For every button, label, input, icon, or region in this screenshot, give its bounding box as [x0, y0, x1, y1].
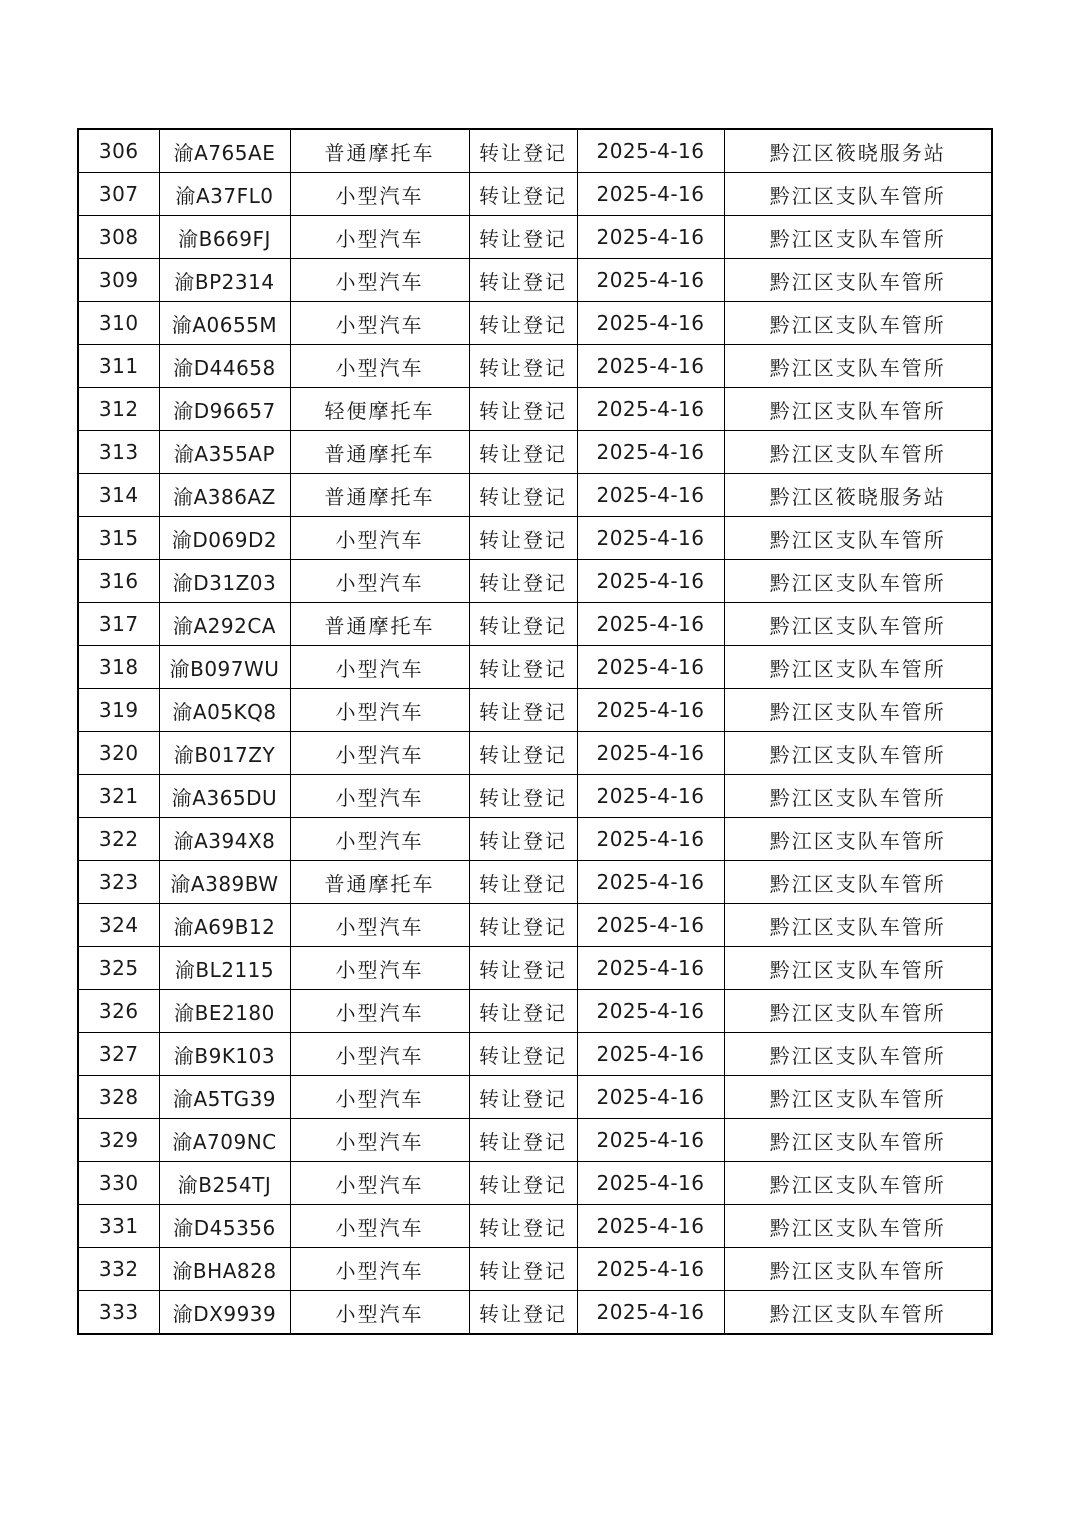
- plate-number-cell: 渝A365DU: [159, 775, 290, 818]
- plate-number-cell: 渝B097WU: [159, 646, 290, 689]
- row-number-cell: 307: [78, 173, 159, 216]
- date-cell: 2025-4-16: [577, 1162, 724, 1205]
- business-type-cell: 转让登记: [469, 345, 577, 388]
- office-cell: 黔江区支队车管所: [724, 302, 992, 345]
- business-type-cell: 转让登记: [469, 302, 577, 345]
- table-row: [78, 1076, 992, 1119]
- table-row: [78, 775, 992, 818]
- vehicle-type-cell: 小型汽车: [290, 689, 469, 732]
- office-cell: 黔江区支队车管所: [724, 1291, 992, 1335]
- office-cell: 黔江区支队车管所: [724, 947, 992, 990]
- row-number-cell: 327: [78, 1033, 159, 1076]
- plate-number-cell: 渝D96657: [159, 388, 290, 431]
- table-row: [78, 1291, 992, 1335]
- date-cell: 2025-4-16: [577, 1076, 724, 1119]
- table-row: [78, 1033, 992, 1076]
- plate-number-cell: 渝DX9939: [159, 1291, 290, 1335]
- office-cell: 黔江区支队车管所: [724, 732, 992, 775]
- plate-number-cell: 渝D44658: [159, 345, 290, 388]
- row-number-cell: 328: [78, 1076, 159, 1119]
- row-number-cell: 329: [78, 1119, 159, 1162]
- plate-number-cell: 渝A0655M: [159, 302, 290, 345]
- plate-number-cell: 渝A765AE: [159, 129, 290, 173]
- office-cell: 黔江区支队车管所: [724, 1205, 992, 1248]
- business-type-cell: 转让登记: [469, 388, 577, 431]
- business-type-cell: 转让登记: [469, 474, 577, 517]
- plate-number-cell: 渝A389BW: [159, 861, 290, 904]
- plate-number-cell: 渝B669FJ: [159, 216, 290, 259]
- vehicle-type-cell: 小型汽车: [290, 1291, 469, 1335]
- table-row: [78, 1205, 992, 1248]
- table-row: [78, 646, 992, 689]
- vehicle-type-cell: 小型汽车: [290, 1248, 469, 1291]
- registration-table: [77, 128, 993, 1335]
- business-type-cell: 转让登记: [469, 947, 577, 990]
- business-type-cell: 转让登记: [469, 646, 577, 689]
- row-number-cell: 316: [78, 560, 159, 603]
- office-cell: 黔江区支队车管所: [724, 990, 992, 1033]
- row-number-cell: 333: [78, 1291, 159, 1335]
- vehicle-type-cell: 普通摩托车: [290, 474, 469, 517]
- business-type-cell: 转让登记: [469, 818, 577, 861]
- table-row: [78, 173, 992, 216]
- business-type-cell: 转让登记: [469, 1076, 577, 1119]
- date-cell: 2025-4-16: [577, 732, 724, 775]
- date-cell: 2025-4-16: [577, 861, 724, 904]
- plate-number-cell: 渝BE2180: [159, 990, 290, 1033]
- office-cell: 黔江区筱晓服务站: [724, 129, 992, 173]
- office-cell: 黔江区支队车管所: [724, 517, 992, 560]
- vehicle-type-cell: 小型汽车: [290, 302, 469, 345]
- date-cell: 2025-4-16: [577, 947, 724, 990]
- table-body: [78, 129, 992, 1334]
- business-type-cell: 转让登记: [469, 1162, 577, 1205]
- table-row: [78, 259, 992, 302]
- date-cell: 2025-4-16: [577, 904, 724, 947]
- business-type-cell: 转让登记: [469, 129, 577, 173]
- office-cell: 黔江区支队车管所: [724, 689, 992, 732]
- business-type-cell: 转让登记: [469, 431, 577, 474]
- vehicle-type-cell: 小型汽车: [290, 775, 469, 818]
- date-cell: 2025-4-16: [577, 775, 724, 818]
- table-row: [78, 1119, 992, 1162]
- row-number-cell: 322: [78, 818, 159, 861]
- row-number-cell: 317: [78, 603, 159, 646]
- vehicle-type-cell: 小型汽车: [290, 1119, 469, 1162]
- office-cell: 黔江区支队车管所: [724, 560, 992, 603]
- vehicle-type-cell: 小型汽车: [290, 904, 469, 947]
- row-number-cell: 309: [78, 259, 159, 302]
- row-number-cell: 320: [78, 732, 159, 775]
- plate-number-cell: 渝A394X8: [159, 818, 290, 861]
- business-type-cell: 转让登记: [469, 775, 577, 818]
- date-cell: 2025-4-16: [577, 818, 724, 861]
- row-number-cell: 325: [78, 947, 159, 990]
- office-cell: 黔江区支队车管所: [724, 775, 992, 818]
- business-type-cell: 转让登记: [469, 689, 577, 732]
- date-cell: 2025-4-16: [577, 1119, 724, 1162]
- row-number-cell: 323: [78, 861, 159, 904]
- business-type-cell: 转让登记: [469, 1248, 577, 1291]
- date-cell: 2025-4-16: [577, 216, 724, 259]
- business-type-cell: 转让登记: [469, 173, 577, 216]
- plate-number-cell: 渝BP2314: [159, 259, 290, 302]
- business-type-cell: 转让登记: [469, 732, 577, 775]
- office-cell: 黔江区支队车管所: [724, 216, 992, 259]
- date-cell: 2025-4-16: [577, 173, 724, 216]
- office-cell: 黔江区支队车管所: [724, 1162, 992, 1205]
- vehicle-type-cell: 小型汽车: [290, 947, 469, 990]
- date-cell: 2025-4-16: [577, 259, 724, 302]
- date-cell: 2025-4-16: [577, 1205, 724, 1248]
- vehicle-type-cell: 小型汽车: [290, 1033, 469, 1076]
- row-number-cell: 332: [78, 1248, 159, 1291]
- plate-number-cell: 渝A386AZ: [159, 474, 290, 517]
- plate-number-cell: 渝A05KQ8: [159, 689, 290, 732]
- business-type-cell: 转让登记: [469, 861, 577, 904]
- vehicle-type-cell: 小型汽车: [290, 1205, 469, 1248]
- date-cell: 2025-4-16: [577, 345, 724, 388]
- vehicle-type-cell: 普通摩托车: [290, 431, 469, 474]
- plate-number-cell: 渝A37FL0: [159, 173, 290, 216]
- vehicle-type-cell: 普通摩托车: [290, 861, 469, 904]
- plate-number-cell: 渝BHA828: [159, 1248, 290, 1291]
- vehicle-type-cell: 小型汽车: [290, 345, 469, 388]
- office-cell: 黔江区支队车管所: [724, 603, 992, 646]
- date-cell: 2025-4-16: [577, 689, 724, 732]
- table-row: [78, 990, 992, 1033]
- vehicle-type-cell: 小型汽车: [290, 1162, 469, 1205]
- vehicle-type-cell: 小型汽车: [290, 1076, 469, 1119]
- vehicle-type-cell: 普通摩托车: [290, 129, 469, 173]
- office-cell: 黔江区支队车管所: [724, 431, 992, 474]
- vehicle-type-cell: 小型汽车: [290, 259, 469, 302]
- office-cell: 黔江区支队车管所: [724, 259, 992, 302]
- date-cell: 2025-4-16: [577, 1291, 724, 1335]
- vehicle-type-cell: 小型汽车: [290, 646, 469, 689]
- office-cell: 黔江区支队车管所: [724, 1076, 992, 1119]
- row-number-cell: 321: [78, 775, 159, 818]
- business-type-cell: 转让登记: [469, 259, 577, 302]
- row-number-cell: 330: [78, 1162, 159, 1205]
- office-cell: 黔江区支队车管所: [724, 861, 992, 904]
- table-row: [78, 947, 992, 990]
- table-row: [78, 732, 992, 775]
- date-cell: 2025-4-16: [577, 431, 724, 474]
- plate-number-cell: 渝A709NC: [159, 1119, 290, 1162]
- vehicle-type-cell: 小型汽车: [290, 990, 469, 1033]
- office-cell: 黔江区支队车管所: [724, 345, 992, 388]
- row-number-cell: 310: [78, 302, 159, 345]
- row-number-cell: 312: [78, 388, 159, 431]
- business-type-cell: 转让登记: [469, 1291, 577, 1335]
- plate-number-cell: 渝D069D2: [159, 517, 290, 560]
- vehicle-type-cell: 小型汽车: [290, 818, 469, 861]
- table-row: [78, 818, 992, 861]
- date-cell: 2025-4-16: [577, 603, 724, 646]
- table-row: [78, 474, 992, 517]
- date-cell: 2025-4-16: [577, 1033, 724, 1076]
- row-number-cell: 326: [78, 990, 159, 1033]
- office-cell: 黔江区支队车管所: [724, 904, 992, 947]
- business-type-cell: 转让登记: [469, 216, 577, 259]
- office-cell: 黔江区筱晓服务站: [724, 474, 992, 517]
- plate-number-cell: 渝A292CA: [159, 603, 290, 646]
- business-type-cell: 转让登记: [469, 904, 577, 947]
- date-cell: 2025-4-16: [577, 1248, 724, 1291]
- date-cell: 2025-4-16: [577, 646, 724, 689]
- table-row: [78, 1162, 992, 1205]
- vehicle-type-cell: 小型汽车: [290, 173, 469, 216]
- business-type-cell: 转让登记: [469, 560, 577, 603]
- office-cell: 黔江区支队车管所: [724, 1033, 992, 1076]
- vehicle-type-cell: 轻便摩托车: [290, 388, 469, 431]
- table-row: [78, 517, 992, 560]
- vehicle-type-cell: 小型汽车: [290, 216, 469, 259]
- table-row: [78, 388, 992, 431]
- table-row: [78, 129, 992, 173]
- date-cell: 2025-4-16: [577, 388, 724, 431]
- table-row: [78, 861, 992, 904]
- table-row: [78, 431, 992, 474]
- row-number-cell: 306: [78, 129, 159, 173]
- row-number-cell: 311: [78, 345, 159, 388]
- table-row: [78, 560, 992, 603]
- business-type-cell: 转让登记: [469, 990, 577, 1033]
- table-row: [78, 603, 992, 646]
- row-number-cell: 319: [78, 689, 159, 732]
- date-cell: 2025-4-16: [577, 129, 724, 173]
- office-cell: 黔江区支队车管所: [724, 1119, 992, 1162]
- office-cell: 黔江区支队车管所: [724, 173, 992, 216]
- row-number-cell: 331: [78, 1205, 159, 1248]
- date-cell: 2025-4-16: [577, 474, 724, 517]
- table-row: [78, 302, 992, 345]
- vehicle-type-cell: 小型汽车: [290, 560, 469, 603]
- date-cell: 2025-4-16: [577, 517, 724, 560]
- plate-number-cell: 渝B254TJ: [159, 1162, 290, 1205]
- vehicle-type-cell: 小型汽车: [290, 517, 469, 560]
- plate-number-cell: 渝D31Z03: [159, 560, 290, 603]
- row-number-cell: 313: [78, 431, 159, 474]
- plate-number-cell: 渝A69B12: [159, 904, 290, 947]
- vehicle-type-cell: 普通摩托车: [290, 603, 469, 646]
- date-cell: 2025-4-16: [577, 560, 724, 603]
- office-cell: 黔江区支队车管所: [724, 388, 992, 431]
- row-number-cell: 314: [78, 474, 159, 517]
- plate-number-cell: 渝B017ZY: [159, 732, 290, 775]
- office-cell: 黔江区支队车管所: [724, 1248, 992, 1291]
- row-number-cell: 308: [78, 216, 159, 259]
- table-row: [78, 345, 992, 388]
- office-cell: 黔江区支队车管所: [724, 646, 992, 689]
- business-type-cell: 转让登记: [469, 603, 577, 646]
- row-number-cell: 315: [78, 517, 159, 560]
- plate-number-cell: 渝B9K103: [159, 1033, 290, 1076]
- plate-number-cell: 渝BL2115: [159, 947, 290, 990]
- business-type-cell: 转让登记: [469, 1033, 577, 1076]
- date-cell: 2025-4-16: [577, 302, 724, 345]
- plate-number-cell: 渝D45356: [159, 1205, 290, 1248]
- office-cell: 黔江区支队车管所: [724, 818, 992, 861]
- row-number-cell: 318: [78, 646, 159, 689]
- plate-number-cell: 渝A355AP: [159, 431, 290, 474]
- date-cell: 2025-4-16: [577, 990, 724, 1033]
- table-row: [78, 216, 992, 259]
- business-type-cell: 转让登记: [469, 517, 577, 560]
- table-row: [78, 689, 992, 732]
- row-number-cell: 324: [78, 904, 159, 947]
- table-row: [78, 1248, 992, 1291]
- business-type-cell: 转让登记: [469, 1119, 577, 1162]
- table-row: [78, 904, 992, 947]
- vehicle-type-cell: 小型汽车: [290, 732, 469, 775]
- business-type-cell: 转让登记: [469, 1205, 577, 1248]
- plate-number-cell: 渝A5TG39: [159, 1076, 290, 1119]
